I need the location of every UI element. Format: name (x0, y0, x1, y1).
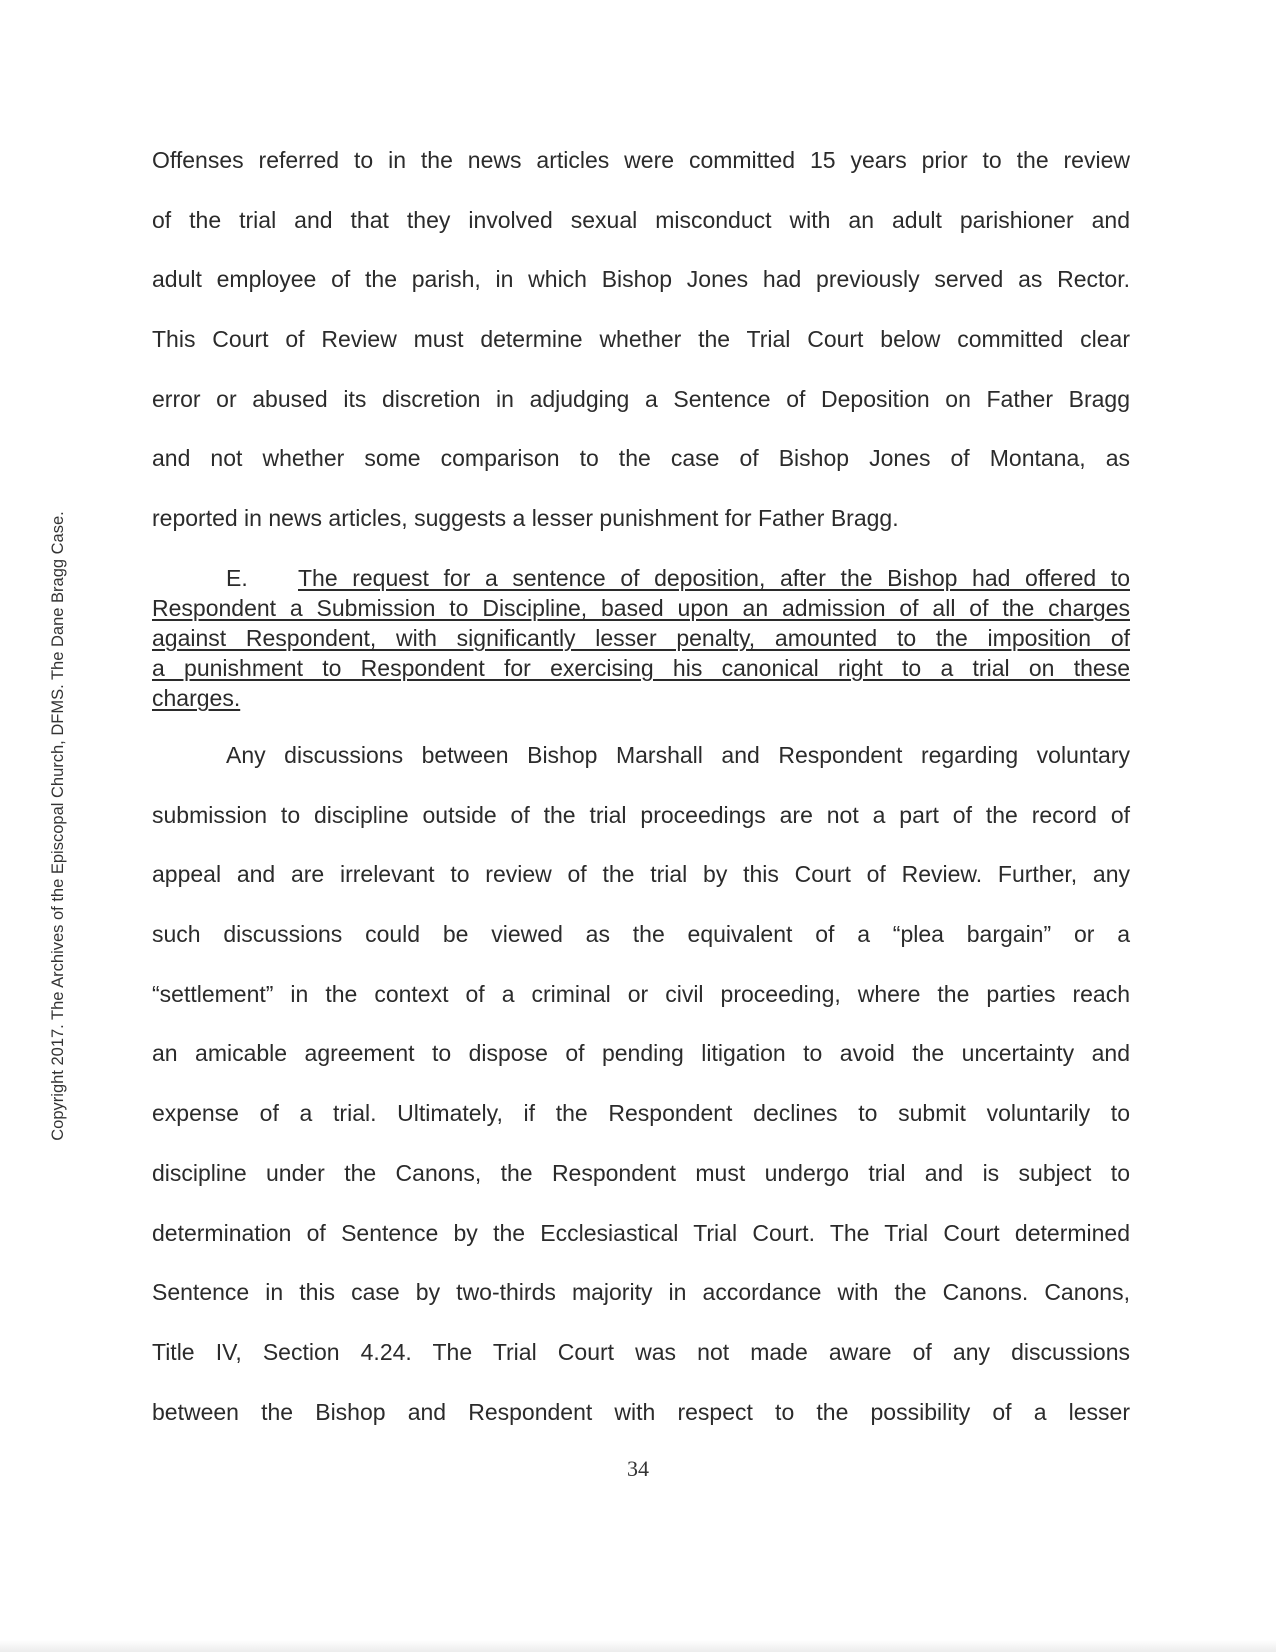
text-line: between the Bishop and Respondent with respect to the possibility of a lesser (152, 1398, 1130, 1425)
heading-line: charges. (152, 685, 241, 711)
heading-line: against Respondent, with significantly lesser penalty, amounted to the imposition of (152, 625, 1130, 651)
text-line: and not whether some comparison to the case of Bishop Jones of Montana, as (152, 445, 1130, 472)
section-letter: E. (226, 565, 248, 591)
paragraph-offenses (152, 131, 1130, 549)
heading-text: The request for a sentence of deposition, after the Bishop had offered to (298, 565, 1130, 591)
text-line: of the trial and that they involved sexual misconduct with an adult parishioner and (152, 206, 1130, 233)
text-line: Offenses referred to in the news articles were committed 15 years prior to the review (152, 147, 1130, 173)
section-heading-e (152, 563, 1130, 713)
text-line: This Court of Review must determine whether the Trial Court below committed clear (152, 326, 1130, 353)
text-line: expense of a trial. Ultimately, if the Respondent declines to submit voluntarily to (152, 1100, 1130, 1127)
text-line: error or abused its discretion in adjudging a Sentence of Deposition on Father Bragg (152, 385, 1130, 412)
page-bottom-edge (0, 1640, 1276, 1652)
heading-line: Respondent a Submission to Discipline, based upon an admission of all of the charges (152, 595, 1130, 621)
text-line: appeal and are irrelevant to review of the trial by this Court of Review. Further, any (152, 861, 1130, 888)
text-line: submission to discipline outside of the trial proceedings are not a part of the record of (152, 801, 1130, 828)
text-line: adult employee of the parish, in which Bishop Jones had previously served as Rector. (152, 266, 1130, 293)
text-line: Title IV, Section 4.24. The Trial Court was not made aware of any discussions (152, 1338, 1130, 1365)
text-line: discipline under the Canons, the Respondent must undergo trial and is subject to (152, 1159, 1130, 1186)
heading-line (152, 563, 1130, 593)
heading-line: a punishment to Respondent for exercising his canonical right to a trial on these (152, 655, 1130, 681)
paragraph-discussions (152, 726, 1130, 1442)
text-line: such discussions could be viewed as the equivalent of a “plea bargain” or a (152, 921, 1130, 948)
text-line-content: Any discussions between Bishop Marshall and Respondent regarding voluntary (226, 742, 1130, 768)
text-line: reported in news articles, suggests a lesser punishment for Father Bragg. (152, 505, 899, 532)
text-line: Sentence in this case by two-thirds majority in accordance with the Canons. Canons, (152, 1279, 1130, 1306)
copyright-notice: Copyright 2017. The Archives of the Episcopal Church, DFMS. The Dane Bragg Case. (49, 511, 67, 1141)
page-number: 34 (627, 1456, 649, 1481)
text-line: an amicable agreement to dispose of pending litigation to avoid the uncertainty and (152, 1040, 1130, 1067)
text-line: “settlement” in the context of a criminal or civil proceeding, where the parties reach (152, 980, 1130, 1007)
text-line (152, 726, 1130, 786)
text-line: determination of Sentence by the Ecclesiastical Trial Court. The Trial Court determined (152, 1219, 1130, 1246)
